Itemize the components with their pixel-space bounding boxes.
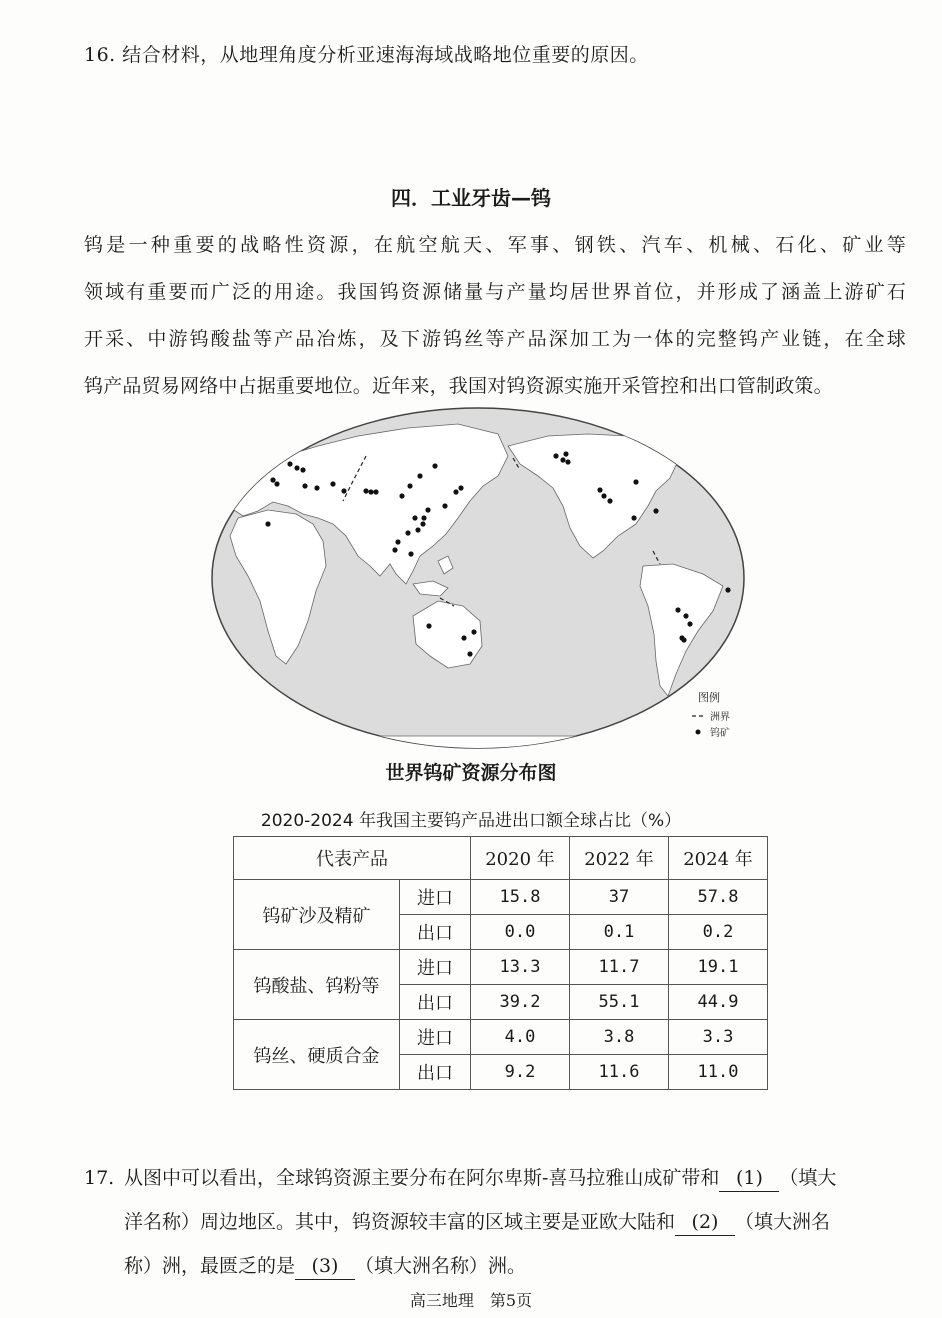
answer-blank-3[interactable]: (3) (295, 1253, 355, 1280)
table-cell: 11.7 (570, 950, 669, 985)
tungsten-trade-table (233, 836, 768, 1090)
question-text: 从图中可以看出，全球钨资源主要分布在阿尔卑斯-喜马拉雅山成矿带和 (124, 1167, 720, 1189)
table-cell: 9.2 (471, 1055, 570, 1090)
legend-mine: 钨矿 (710, 728, 730, 739)
question-text: （填大洲名称）洲。 (355, 1255, 527, 1277)
product-name: 钨酸盐、钨粉等 (234, 950, 400, 1020)
legend-title: 图例 (698, 691, 720, 704)
table-row (234, 1020, 768, 1055)
intro-paragraph (84, 222, 906, 410)
map-legend (692, 690, 730, 739)
question-17-line (84, 1156, 906, 1200)
header-year: 2020 年 (471, 837, 570, 880)
product-name: 钨丝、硬质合金 (234, 1020, 400, 1090)
paragraph-line: 钨产品贸易网络中占据重要地位。近年来，我国对钨资源实施开采管控和出口管制政策。 (84, 375, 833, 397)
flow-type: 进口 (400, 1020, 471, 1055)
section-title: 四．工业牙齿—钨 (391, 186, 551, 210)
flow-type: 进口 (400, 880, 471, 915)
product-name: 钨矿沙及精矿 (234, 880, 400, 950)
paragraph-line: 钨是一种重要的战略性资源，在航空航天、军事、钢铁、汽车、机械、石化、矿业等 (84, 234, 906, 256)
question-17-line (84, 1200, 906, 1244)
answer-blank-1[interactable]: (1) (719, 1165, 779, 1192)
question-17 (84, 1156, 906, 1288)
flow-type: 出口 (400, 985, 471, 1020)
table-cell: 3.8 (570, 1020, 669, 1055)
table-cell: 0.2 (669, 915, 768, 950)
header-year: 2024 年 (669, 837, 768, 880)
table-row (234, 880, 768, 915)
table-cell: 19.1 (669, 950, 768, 985)
table-title: 2020-2024 年我国主要钨产品进出口额全球占比（%） (260, 811, 682, 831)
page-footer: 高三地理 第5页 (409, 1291, 533, 1310)
header-year: 2022 年 (570, 837, 669, 880)
map-caption: 世界钨矿资源分布图 (385, 762, 557, 784)
table-cell: 4.0 (471, 1020, 570, 1055)
table-cell: 0.0 (471, 915, 570, 950)
question-16 (84, 40, 649, 67)
world-tungsten-map (208, 406, 748, 752)
question-text: （填大 (779, 1167, 837, 1189)
table-cell: 13.3 (471, 950, 570, 985)
question-text: 洋名称）周边地区。其中，钨资源较丰富的区域主要是亚欧大陆和 (124, 1211, 676, 1233)
table-cell: 11.0 (669, 1055, 768, 1090)
flow-type: 出口 (400, 915, 471, 950)
table-cell: 55.1 (570, 985, 669, 1020)
table-cell: 11.6 (570, 1055, 669, 1090)
answer-blank-2[interactable]: (2) (675, 1209, 735, 1236)
table-cell: 37 (570, 880, 669, 915)
paragraph-line: 领域有重要而广泛的用途。我国钨资源储量与产量均居世界首位，并形成了涵盖上游矿石 (84, 281, 906, 303)
flow-type: 出口 (400, 1055, 471, 1090)
table-cell: 15.8 (471, 880, 570, 915)
table-cell: 3.3 (669, 1020, 768, 1055)
table-cell: 0.1 (570, 915, 669, 950)
question-17-number: 17. (84, 1167, 115, 1189)
flow-type: 进口 (400, 950, 471, 985)
table-cell: 57.8 (669, 880, 768, 915)
header-product: 代表产品 (234, 837, 471, 880)
legend-boundary: 洲界 (710, 712, 730, 723)
question-text: （填大洲名 (735, 1211, 831, 1233)
question-16-number: 16. (84, 44, 116, 66)
table-header-row (234, 837, 768, 880)
paragraph-line: 开采、中游钨酸盐等产品冶炼，及下游钨丝等产品深加工为一体的完整钨产业链，在全球 (84, 328, 906, 350)
question-17-line (84, 1244, 906, 1288)
table-row (234, 950, 768, 985)
question-16-text: 结合材料，从地理角度分析亚速海海域战略地位重要的原因。 (122, 44, 649, 66)
table-cell: 39.2 (471, 985, 570, 1020)
map-svg (208, 406, 748, 752)
table-cell: 44.9 (669, 985, 768, 1020)
question-text: 称）洲，最匮乏的是 (124, 1255, 296, 1277)
